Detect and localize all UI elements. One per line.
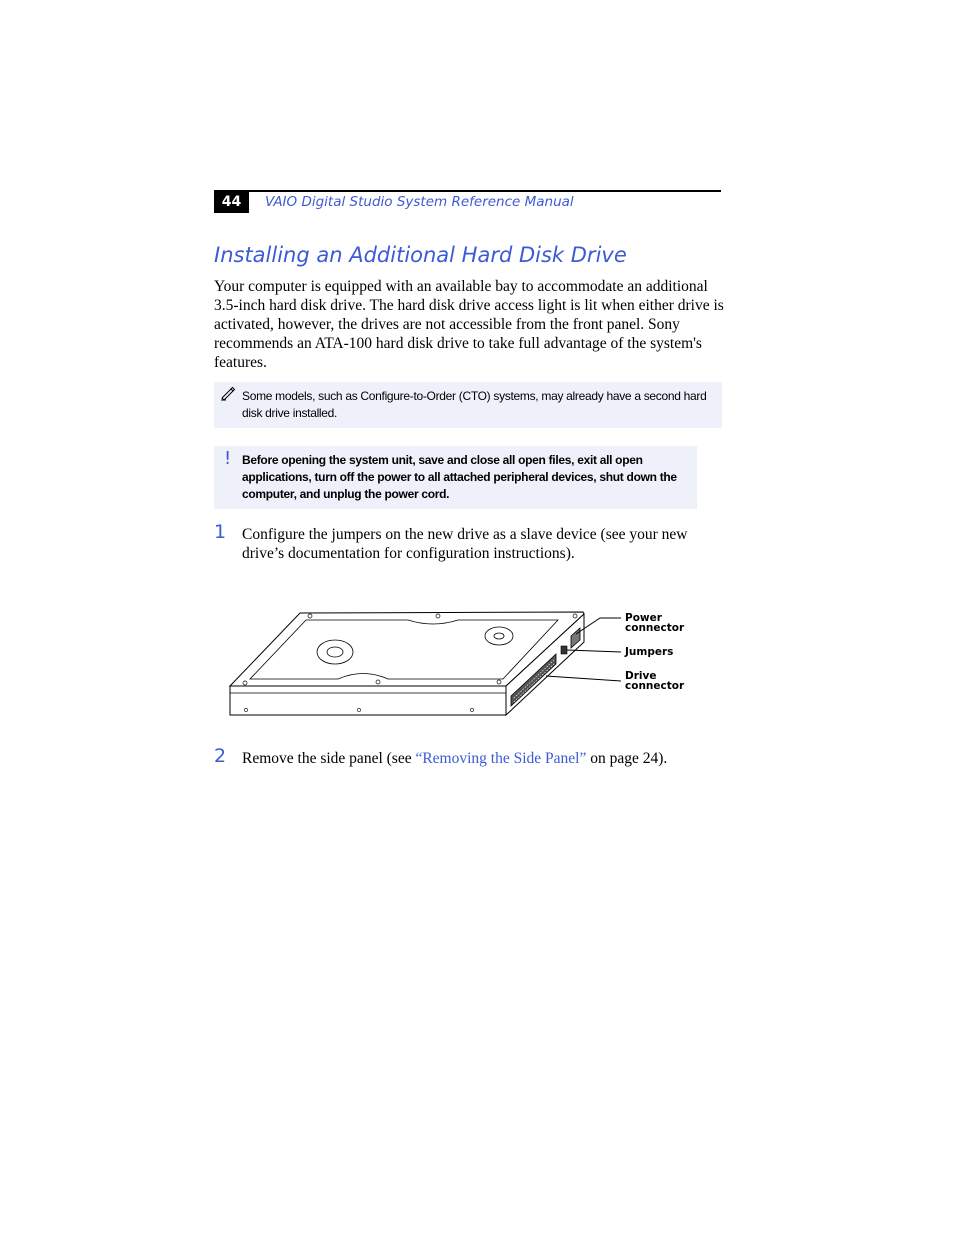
intro-paragraph: Your computer is equipped with an available bay to accommodate an additional 3.5-inch hard disk drive. The hard disk drive access light is lit when either drive is activated, however, the drives are not accessible from the front panel. Sony recommends an ATA-100 hard disk drive to take full advantage of the system's features.	[214, 278, 724, 371]
power-callout-line-2: connector	[625, 622, 685, 634]
note-box	[214, 382, 722, 428]
power-callout-line-1: Power	[625, 612, 662, 624]
removing-side-panel-link[interactable]: “Removing the Side Panel”	[415, 750, 587, 767]
step-2-text	[242, 749, 722, 768]
note-text: Some models, such as Configure-to-Order (CTO) systems, may already have a second hard disk drive installed.	[242, 389, 707, 420]
drive-callout-line-2: connector	[625, 680, 685, 692]
running-title: VAIO Digital Studio System Reference Manual	[265, 194, 574, 210]
step-1-text: Configure the jumpers on the new drive as a slave device (see your new drive’s documentation for configuration instructions).	[242, 526, 688, 562]
header-rule	[214, 190, 721, 192]
page-number: 44	[214, 192, 249, 213]
step-1-number: 1	[214, 521, 227, 543]
pencil-note-icon	[220, 385, 238, 401]
jumpers-callout: Jumpers	[625, 646, 674, 658]
drive-callout-line-1: Drive	[625, 670, 657, 682]
step-2-text-before: Remove the side panel (see	[242, 750, 416, 767]
drive-connector-callout	[625, 671, 684, 691]
caution-text: Before opening the system unit, save and close all open files, exit all open applications, turn off the power to all attached peripheral devices, shut down the computer, and unplug the power cord.	[242, 453, 677, 501]
section-title: Installing an Additional Hard Disk Drive	[214, 243, 627, 267]
step-2-text-after: on page 24).	[586, 750, 668, 767]
step-2-number: 2	[214, 745, 227, 767]
power-connector-callout	[625, 613, 684, 633]
caution-box	[214, 446, 697, 509]
caution-exclamation-icon: !	[224, 448, 232, 469]
